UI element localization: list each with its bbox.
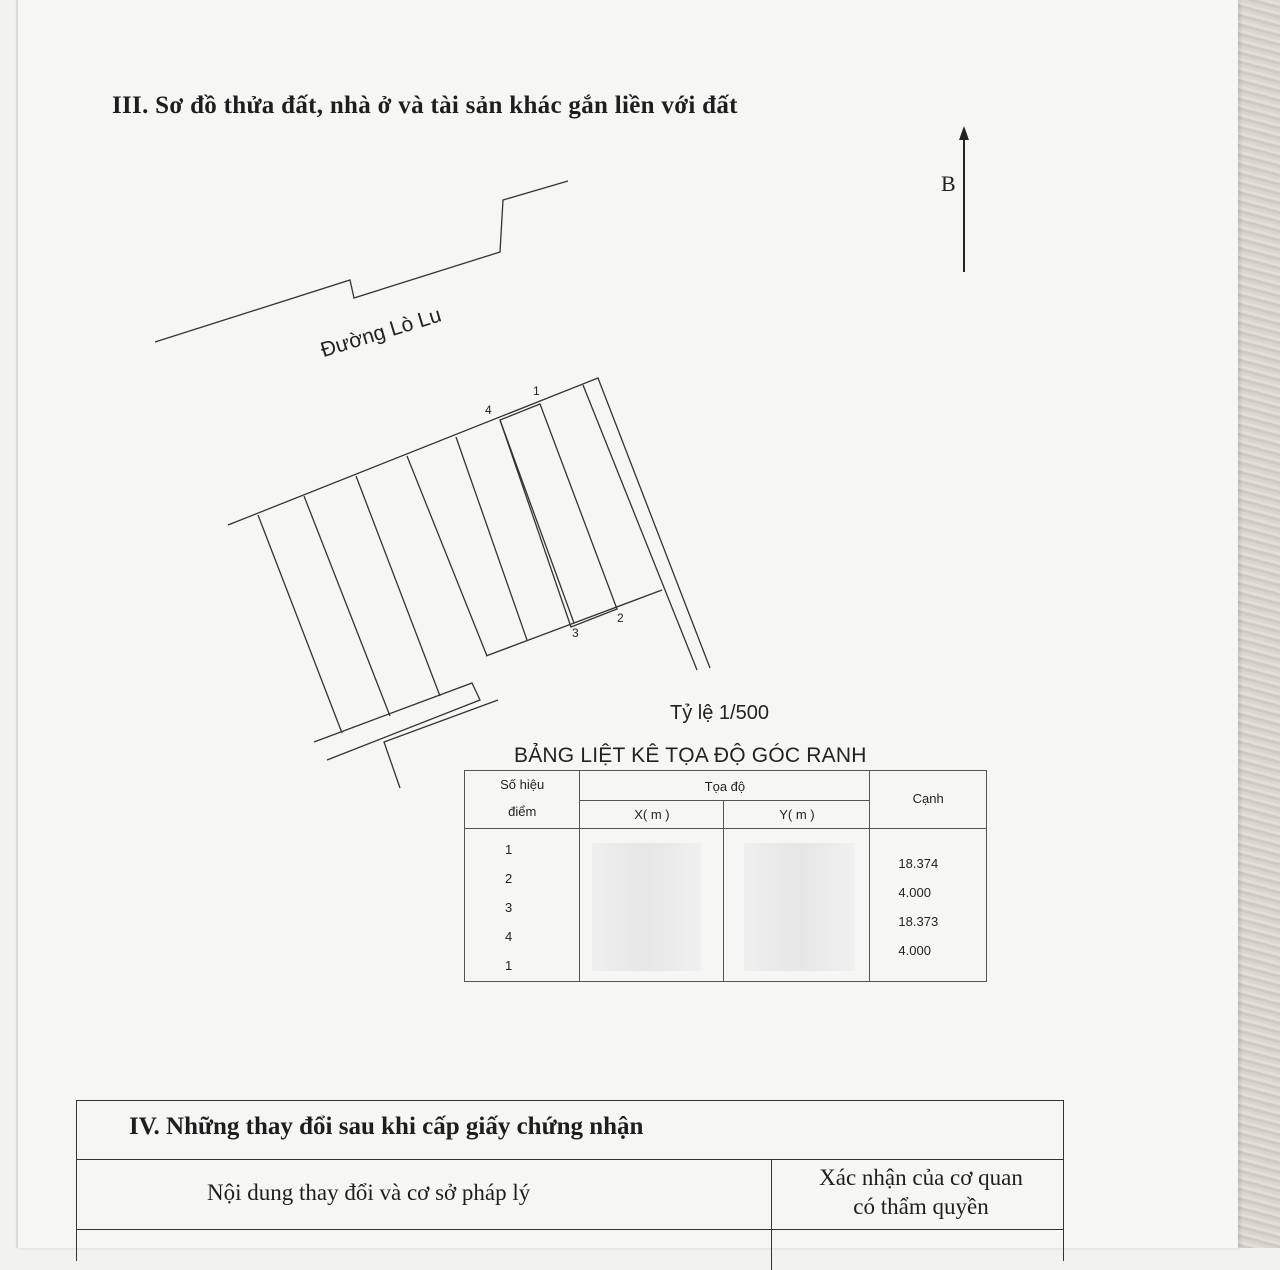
header-x: X( m ): [580, 801, 724, 829]
coord-table: [464, 770, 987, 982]
north-arrow-icon: [959, 126, 969, 272]
section3-title: III. Sơ đồ thửa đất, nhà ở và tài sản khác gắn liền với đất: [112, 92, 738, 119]
header-point-id: [465, 771, 580, 829]
point-label-2: 2: [617, 611, 624, 625]
section4-title: IV. Những thay đổi sau khi cấp giấy chứng nhận: [129, 1113, 644, 1140]
points-column: [465, 829, 580, 982]
col-confirm-label: [801, 1163, 1041, 1221]
road-far-edge: [155, 181, 568, 342]
neighbor-lots: [228, 378, 710, 788]
edge-row: 18.374: [898, 856, 939, 871]
north-label: B: [941, 171, 956, 196]
section4-first-entry-row: [77, 1229, 1063, 1270]
col-content-label: Nội dung thay đổi và cơ sở pháp lý: [207, 1180, 531, 1205]
edge-row: 18.373: [898, 914, 939, 929]
scale-text: Tỷ lệ 1/500: [670, 702, 769, 724]
y-values-redacted: [724, 829, 870, 982]
point-row: 1: [505, 958, 513, 973]
point-label-1: 1: [533, 384, 540, 398]
col-confirm-line1: Xác nhận của cơ quan: [819, 1165, 1023, 1190]
point-row: 1: [505, 842, 513, 857]
x-values-redacted: [580, 829, 724, 982]
header-coords: Tọa độ: [580, 771, 870, 801]
header-point-id-line2: điểm: [508, 804, 537, 819]
street-label: Đường Lò Lu: [318, 303, 445, 362]
edge-row: 4.000: [898, 885, 931, 900]
col-content-header: [77, 1160, 772, 1230]
point-row: 2: [505, 871, 513, 886]
point-label-4: 4: [485, 403, 492, 417]
header-y: Y( m ): [724, 801, 870, 829]
edges-column: [870, 829, 987, 982]
edge-row: 4.000: [898, 943, 931, 958]
point-row: 4: [505, 929, 513, 944]
point-row: 3: [505, 900, 513, 915]
column-divider: [771, 1230, 772, 1270]
section4-box: [76, 1100, 1064, 1261]
col-confirm-line2: có thẩm quyền: [853, 1194, 989, 1219]
subject-lot: [500, 404, 617, 627]
section4-header-row: [77, 1159, 1063, 1230]
header-point-id-line1: Số hiệu: [500, 777, 545, 792]
point-label-3: 3: [572, 626, 579, 640]
header-edge: Cạnh: [870, 771, 987, 829]
coord-table-title: BẢNG LIỆT KÊ TỌA ĐỘ GÓC RANH: [514, 744, 867, 767]
